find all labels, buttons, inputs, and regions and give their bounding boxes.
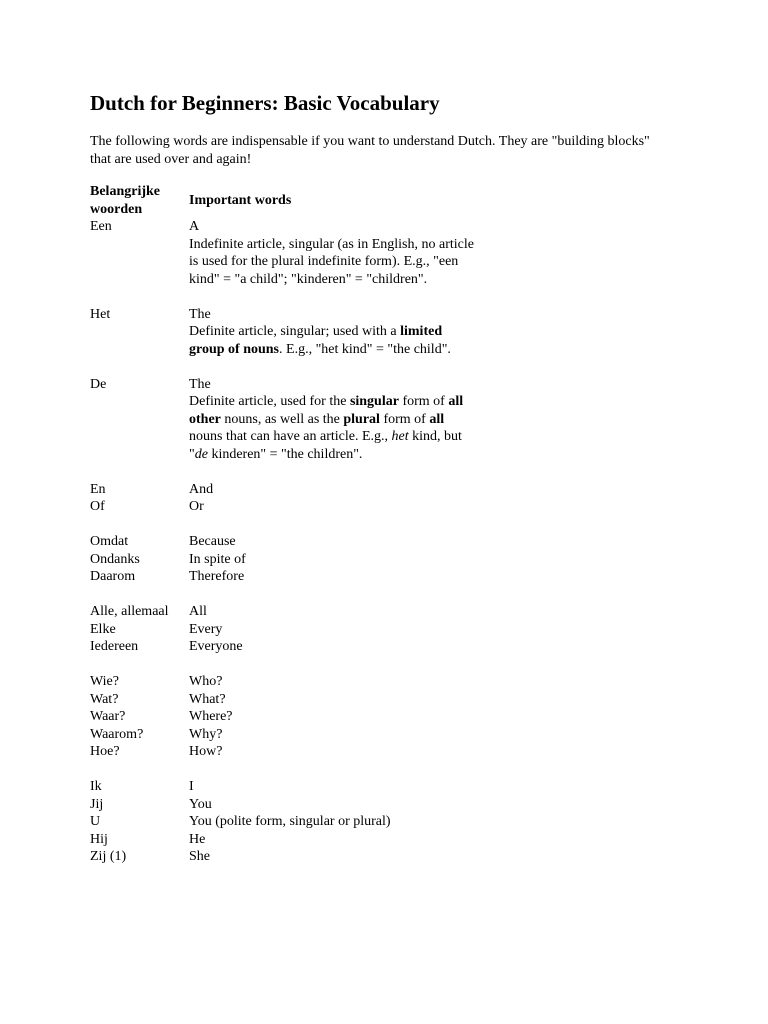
translation: You [189,796,212,812]
dutch-word: Hij [90,831,108,847]
dutch-word: Ondanks [90,551,140,567]
table-row [90,621,690,639]
description: Definite article, singular; used with a limited group of nouns. E.g., "het kind" = "the child". [189,324,451,357]
translation: Why? [189,726,223,742]
row-spacer [90,516,690,534]
row-spacer [90,358,690,376]
translation: All [189,604,207,619]
table-row [90,778,690,796]
table-row [90,603,690,621]
table-row [90,848,690,866]
dutch-word: De [90,376,107,392]
translation: A [189,219,200,234]
translation: Because [189,534,236,549]
dutch-word: Ik [90,779,102,794]
dutch-word: Iedereen [90,639,139,654]
dutch-word: Een [90,219,112,234]
word-groups [90,463,690,866]
dutch-word: Wat? [90,691,119,707]
translation-cell [189,376,474,464]
translation-cell [189,218,474,288]
table-row [90,498,690,516]
dutch-word: Daarom [90,569,136,584]
description: Indefinite article, singular (as in English, no article is used for the plural indefinite form). E.g., "een kind" = "a child"; "kinderen" = "children". [189,236,474,287]
dutch-word: Wie? [90,674,119,689]
dutch-word: Omdat [90,534,129,549]
table-row [90,568,690,586]
dutch-word: Hoe? [90,744,120,759]
vocabulary-table [90,183,690,866]
dutch-word: Het [90,306,111,322]
table-row [90,726,690,744]
table-row [90,533,690,551]
table-row-een [90,218,690,288]
translation: In spite of [189,551,246,567]
translation: She [189,849,210,864]
row-spacer [90,761,690,779]
translation: The [189,376,211,392]
header-english: Important words [189,192,292,208]
dutch-word: En [90,481,106,497]
intro-paragraph: The following words are indispensable if you want to understand Dutch. They are "building blocks" that are used over and again! [90,134,650,167]
table-header [90,183,690,218]
translation: Who? [189,674,223,689]
translation: What? [189,691,226,707]
description: Definite article, used for the singular form of all other nouns, as well as the plural form of all nouns that can have an article. E.g., het kind, but "de kinderen" = "the children". [189,394,464,462]
page-title: Dutch for Beginners: Basic Vocabulary [90,91,440,115]
table-row-de [90,376,690,464]
table-row [90,708,690,726]
dutch-word: Waarom? [90,726,144,742]
translation: And [189,481,214,497]
translation: The [189,306,211,322]
row-spacer [90,586,690,604]
row-spacer [90,463,690,481]
table-row [90,673,690,691]
translation-cell [189,306,474,359]
table-row [90,481,690,499]
translation: Where? [189,709,233,724]
translation: Therefore [189,569,245,584]
header-dutch: Belangrijke woorden [90,184,160,217]
translation: Or [189,499,204,514]
dutch-word: Elke [90,621,116,637]
dutch-word: Jij [90,796,104,812]
table-row [90,796,690,814]
dutch-word: Alle, allemaal [90,604,169,619]
dutch-word: Of [90,499,105,514]
table-row [90,743,690,761]
dutch-word: Zij (1) [90,849,127,864]
table-row [90,813,690,831]
dutch-word: Waar? [90,709,126,724]
translation: How? [189,744,223,759]
translation: I [189,779,194,794]
translation: Every [189,621,223,637]
table-row-het [90,306,690,359]
table-row [90,638,690,656]
dutch-word: U [90,814,101,829]
translation: You (polite form, singular or plural) [189,814,391,829]
table-row [90,831,690,849]
table-row [90,691,690,709]
translation: He [189,831,206,847]
table-row [90,551,690,569]
translation: Everyone [189,639,243,654]
row-spacer [90,288,690,306]
row-spacer [90,656,690,674]
